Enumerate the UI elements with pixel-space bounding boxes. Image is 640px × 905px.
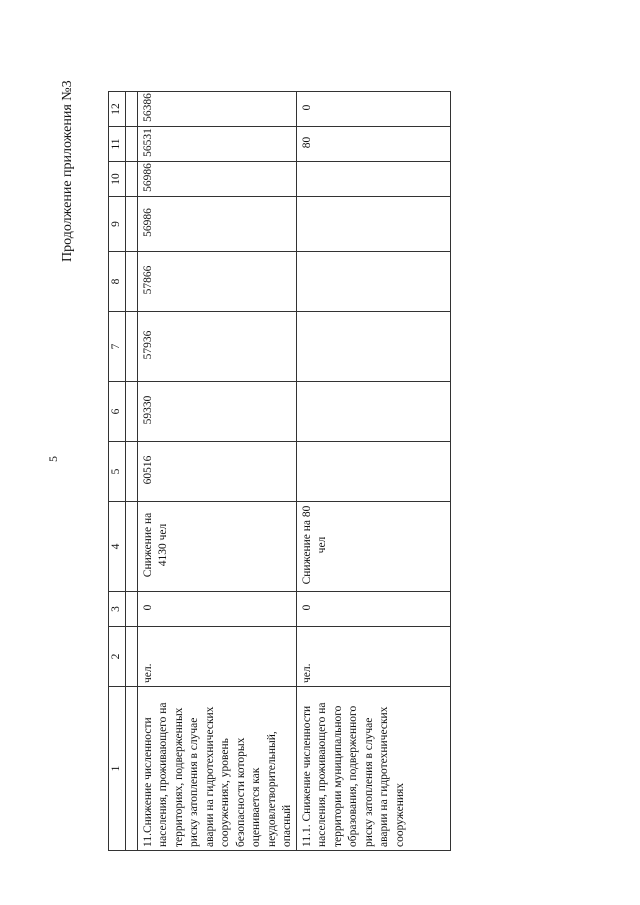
unit-cell: чел. [137, 627, 296, 687]
unit-cell: чел. [296, 627, 450, 687]
value-cell: 56986 [137, 197, 296, 252]
value-cell: 56986 [137, 162, 296, 197]
value-cell: 57866 [137, 252, 296, 312]
indicator-name: 11.1. Снижение численности населения, проживающего на территории муниципального образования, подверженного риску затопления в случае аварии на гидротехнических сооружениях [296, 687, 450, 851]
column-number: 8 [109, 252, 126, 312]
value-cell: 0 [296, 92, 450, 127]
value-cell [296, 197, 450, 252]
value-cell: 80 [296, 127, 450, 162]
base-value-cell: 0 [137, 592, 296, 627]
value-cell: 60516 [137, 442, 296, 502]
change-cell: Снижение на 4130 чел [137, 502, 296, 592]
column-number: 7 [109, 312, 126, 382]
table-row [296, 92, 450, 851]
column-number: 1 [109, 687, 126, 851]
column-number: 2 [109, 627, 126, 687]
column-number-row [109, 92, 126, 851]
value-cell: 56531 [137, 127, 296, 162]
value-cell: 57936 [137, 312, 296, 382]
value-cell: 56386 [137, 92, 296, 127]
column-number: 4 [109, 502, 126, 592]
indicator-name: 11.Снижение численности населения, проживающего на территориях, подверженных риску затопления в случае аварии на гидротехнических сооружениях, уровень безопасности которых оценивается как неудовлетворительный, опасный [137, 687, 296, 851]
spacer-row [125, 92, 137, 851]
value-cell [296, 442, 450, 502]
table-row [137, 92, 296, 851]
column-number: 10 [109, 162, 126, 197]
change-cell: Снижение на 80 чел [296, 502, 450, 592]
column-number: 5 [109, 442, 126, 502]
column-number: 12 [109, 92, 126, 127]
indicators-table [108, 91, 451, 851]
column-number: 3 [109, 592, 126, 627]
value-cell [296, 312, 450, 382]
column-number: 6 [109, 382, 126, 442]
page-number: 5 [46, 456, 60, 462]
appendix-heading: Продолжение приложения №3 [60, 80, 75, 262]
column-number: 9 [109, 197, 126, 252]
column-number: 11 [109, 127, 126, 162]
value-cell [296, 382, 450, 442]
value-cell: 59330 [137, 382, 296, 442]
base-value-cell: 0 [296, 592, 450, 627]
value-cell [296, 162, 450, 197]
value-cell [296, 252, 450, 312]
